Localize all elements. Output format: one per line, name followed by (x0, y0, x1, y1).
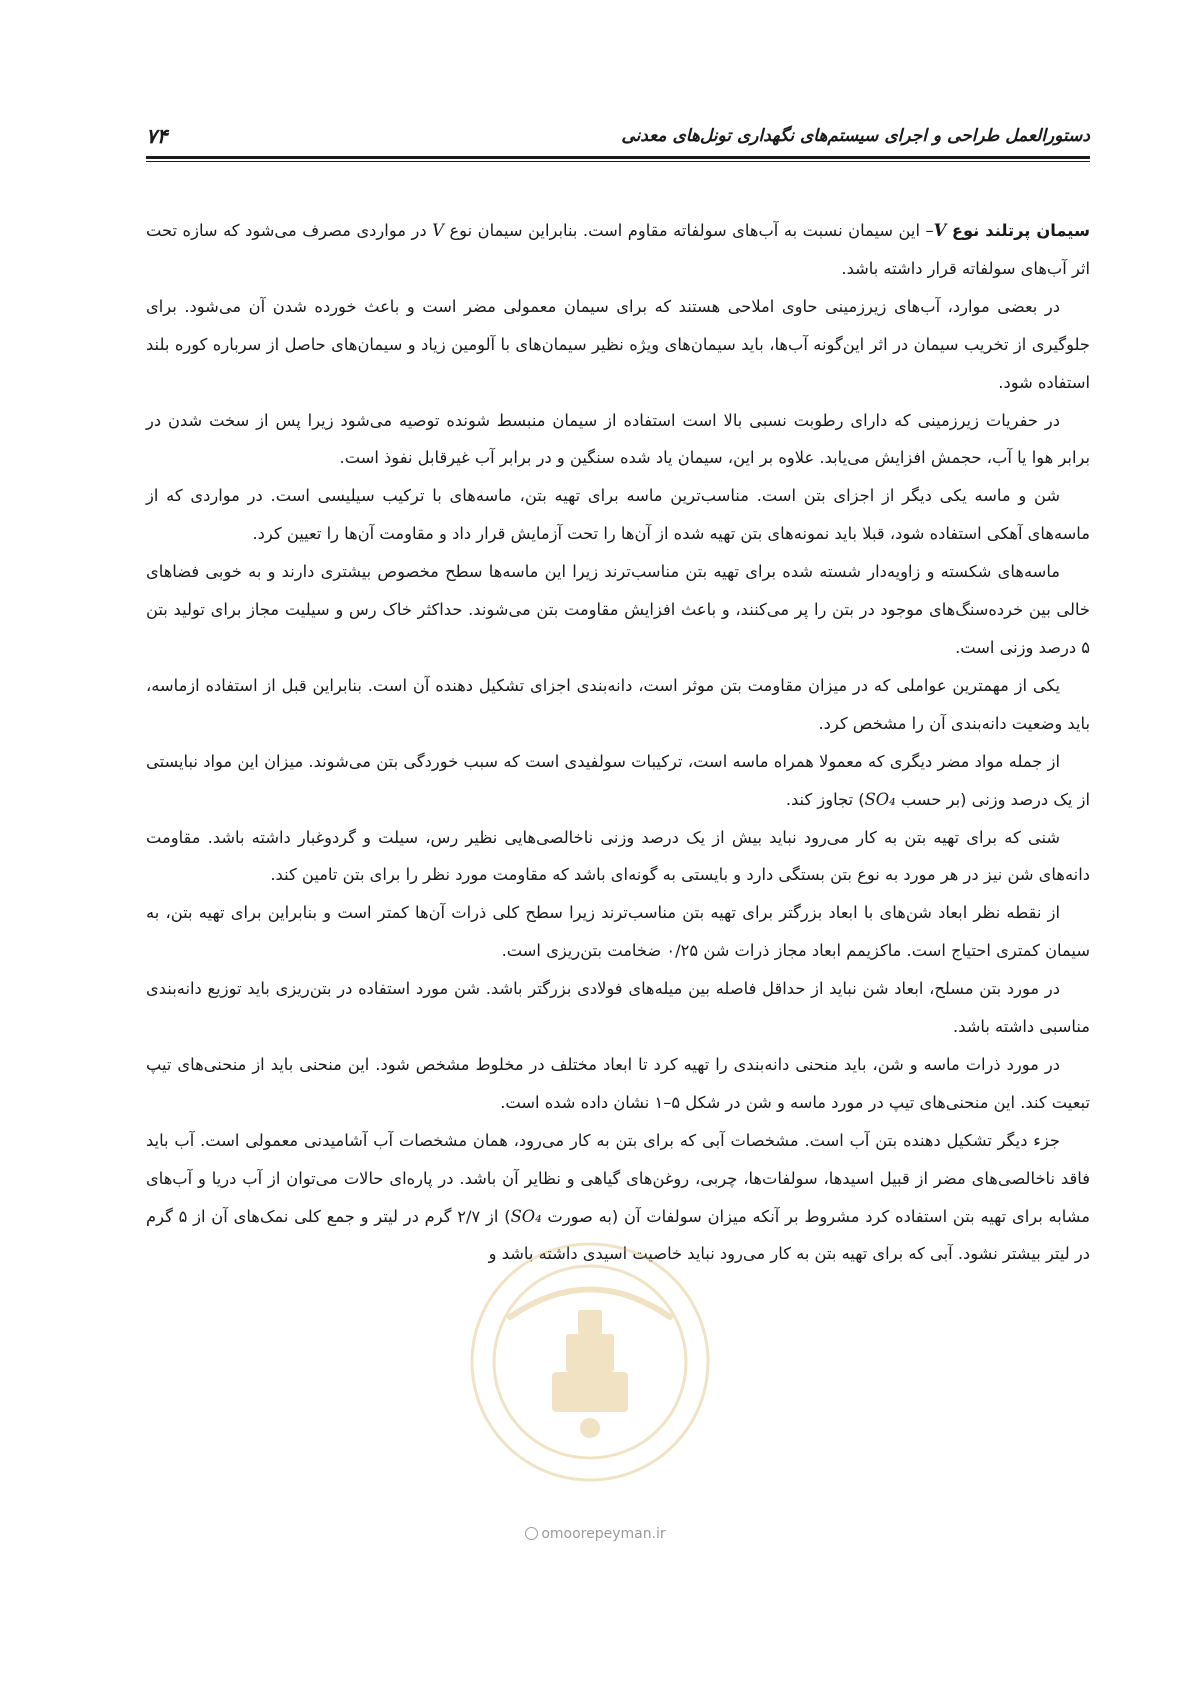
running-header (146, 124, 1090, 160)
paragraph-text: از جمله مواد مضر دیگری که معمولا همراه ماسه است، ترکیبات سولفیدی است که سبب خوردگی بتن می‌شوند. میزان این مواد نبایستی از یک درصد وزنی (بر حسب (146, 751, 1090, 809)
term-heading: سیمان پرتلند نوع (951, 221, 1090, 240)
at-icon (525, 1527, 538, 1540)
paragraph: شن و ماسه یکی دیگر از اجزای بتن است. مناسب‌ترین ماسه برای تهیه بتن، ماسه‌های با ترکیب سیلیسی است. در مواردی که از ماسه‌های آهکی استفاده شود، قبلا باید نمونه‌های بتن تهیه شده از آن‌ها را تحت آزمایش قرار داد و مقاومت آن‌ها را تعیین کرد. (146, 486, 1090, 544)
paragraph: ماسه‌های شکسته و زاویه‌دار شسته شده برای تهیه بتن مناسب‌ترند زیرا این ماسه‌ها سطح مخصوص بیشتری دارند و به خوبی فضاهای خالی بین خرده‌سنگ‌های موجود در بتن را پر می‌کنند، و باعث افزایش مقاومت بتن می‌شوند. حداکثر خاک رس و سیلیت مجاز برای تولید بتن ۵ درصد وزنی است. (146, 562, 1090, 657)
paragraph: از نقطه نظر ابعاد شن‌های با ابعاد بزرگتر برای تهیه بتن مناسب‌ترند زیرا سطح کلی ذرات آن‌ها کمتر است و بنابراین برای تهیه بتن، به سیمان کمتری احتیاج است. ماکزیمم ابعاد مجاز ذرات شن ۰/۲۵ ضخامت بتن‌ریزی است. (146, 903, 1090, 961)
paragraph: یکی از مهمترین عواملی که در میزان مقاومت بتن موثر است، دانه‌بندی اجزای تشکیل دهنده آن است. بنابراین قبل از استفاده ازماسه، باید وضعیت دانه‌بندی آن را مشخص کرد. (146, 675, 1090, 733)
paragraph-text: در مواردی مصرف می‌شود که سازه تحت اثر آب‌های سولفاته قرار داشته باشد. (146, 221, 1090, 278)
paragraph: در مورد بتن مسلح، ابعاد شن نباید از حداقل فاصله بین میله‌های فولادی بزرگتر باشد. شن مورد استفاده در بتن‌ریزی باید توزیع دانه‌بندی مناسبی داشته باشد. (146, 979, 1090, 1037)
paragraph-water (146, 1122, 1090, 1274)
paragraph-text: – این سیمان نسبت به آب‌های سولفاته مقاوم است. بنابراین سیمان نوع (449, 221, 934, 240)
page-number: ۷۴ (146, 124, 168, 148)
footer-url[interactable] (0, 1526, 1191, 1542)
paragraph: در حفریات زیرزمینی که دارای رطوبت نسبی بالا است استفاده از سیمان منبسط شونده توصیه می‌شود زیرا پس از سخت شدن در برابر هوا یا آب، حجمش افزایش می‌یابد. علاوه بر این، سیمان یاد شده سنگین و در برابر آب غیرقابل نفوذ است. (146, 410, 1090, 468)
latin-symbol: V (432, 221, 444, 240)
header-rule-thick (146, 156, 1090, 159)
paragraph: در بعضی موارد، آب‌های زیرزمینی حاوی املاحی هستند که برای سیمان معمولی مضر است و باعث خورده شدن آن می‌شود. برای جلوگیری از تخریب سیمان در اثر این‌گونه آب‌ها، باید سیمان‌های ویژه نظیر سیمان‌های با آلومین زیاد و سیمان‌های حاصل از سرباره کوره بلند استفاده شود. (146, 296, 1090, 392)
chemical-formula: SO₄ (510, 1206, 542, 1226)
footer-url-text: omoorepeyman.ir (541, 1526, 666, 1542)
term-latin: V (933, 221, 947, 240)
paragraph-harmful-materials (146, 743, 1090, 819)
header-rule-thin (146, 161, 1090, 162)
paragraph: در مورد ذرات ماسه و شن، باید منحنی دانه‌بندی را تهیه کرد تا ابعاد مختلف در مخلوط مشخص شود. این منحنی باید از منحنی‌های تیپ تبعیت کند. این منحنی‌های تیپ در مورد ماسه و شن در شکل ۵–۱ نشان داده شده است. (146, 1054, 1090, 1112)
paragraph: شنی که برای تهیه بتن به کار می‌رود نباید بیش از یک درصد وزنی ناخالصی‌هایی نظیر رس، سیلت و گردوغبار داشته باشد. مقاومت دانه‌های شن نیز در هر مورد به نوع بتن بستگی دارد و بایستی به گونه‌ای باشد که مقاومت مورد نظر را برای بتن تامین کند. (146, 827, 1090, 885)
chemical-formula: SO₄ (864, 789, 896, 809)
paragraph-text: ) تجاوز کند. (785, 789, 865, 809)
paragraph-cement-type-v (146, 212, 1090, 288)
header-title: دستورالعمل طراحی و اجرای سیستم‌های نگهداری تونل‌های معدنی (621, 126, 1090, 146)
body-text (146, 212, 1090, 1273)
paragraph-text: جزء دیگر تشکیل دهنده بتن آب است. مشخصات آبی که برای بتن به کار می‌رود، همان مشخصات آب آشامیدنی معمولی است. آب باید فاقد ناخالصی‌های مضر از قبیل اسیدها، سولفات‌ها، چربی، روغن‌های گیاهی و نظایر آن باشد. در پاره‌ای حالات می‌توان از آب دریا و آب‌های مشابه برای تهیه بتن استفاده کرد مشروط بر آنکه میزان سولفات آن (به صورت (146, 1130, 1090, 1226)
paragraph-text: ) از ۲/۷ گرم در لیتر و جمع کلی نمک‌های آن از ۵ گرم در لیتر بیشتر نشود. آبی که برای تهیه بتن به کار می‌رود نباید خاصیت اسیدی داشته باشد و (146, 1206, 1090, 1264)
